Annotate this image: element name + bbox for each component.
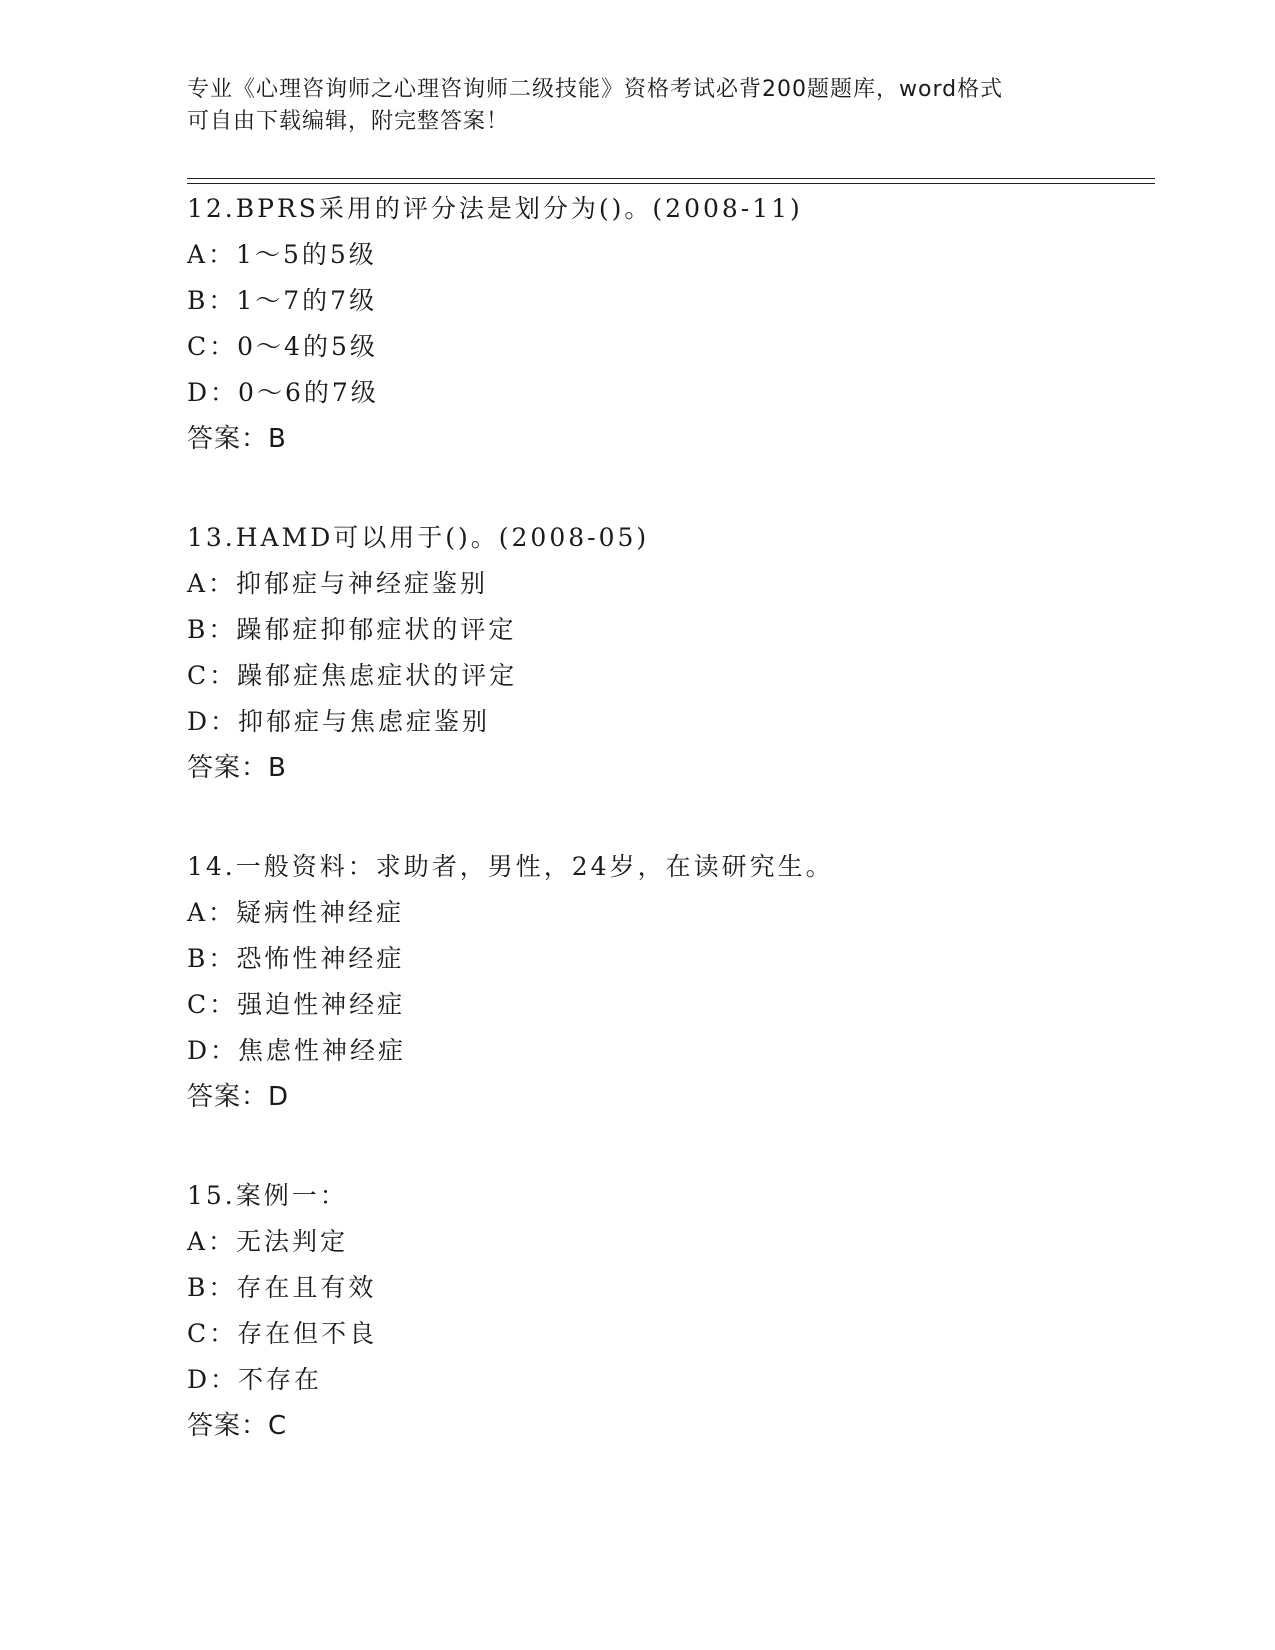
option-d: D：不存在 — [187, 1365, 323, 1394]
question-stem: 13.HAMD可以用于()。(2008-05) — [187, 523, 650, 552]
question-13 — [187, 515, 1155, 791]
answer-label: 答案：B — [187, 424, 287, 454]
answer-label: 答案：C — [187, 1411, 288, 1441]
option-b: B：1～7的7级 — [187, 286, 378, 315]
question-list — [187, 186, 1155, 1502]
question-14 — [187, 844, 1155, 1120]
answer-label: 答案：D — [187, 1082, 290, 1112]
option-a: A：抑郁症与神经症鉴别 — [187, 569, 489, 598]
option-a: A：无法判定 — [187, 1227, 349, 1256]
question-15 — [187, 1173, 1155, 1449]
option-c: C：存在但不良 — [187, 1319, 378, 1348]
question-stem: 15.案例一： — [187, 1181, 348, 1210]
option-d: D：0～6的7级 — [187, 378, 379, 407]
header-line-2: 可自由下载编辑，附完整答案！ — [187, 109, 510, 134]
option-c: C：强迫性神经症 — [187, 990, 406, 1019]
option-b: B：躁郁症抑郁症状的评定 — [187, 615, 517, 644]
option-c: C：躁郁症焦虑症状的评定 — [187, 661, 518, 690]
header-divider-bottom — [187, 183, 1155, 184]
answer-label: 答案：B — [187, 753, 287, 783]
option-c: C：0～4的5级 — [187, 332, 378, 361]
option-d: D：抑郁症与焦虑症鉴别 — [187, 707, 491, 736]
option-b: B：存在且有效 — [187, 1273, 377, 1302]
option-a: A：疑病性神经症 — [187, 898, 405, 927]
header-line-1: 专业《心理咨询师之心理咨询师二级技能》资格考试必背200题题库，word格式 — [187, 77, 1004, 102]
option-a: A：1～5的5级 — [187, 240, 377, 269]
document-header — [187, 74, 1087, 138]
option-b: B：恐怖性神经症 — [187, 944, 405, 973]
question-stem: 14.一般资料：求助者，男性，24岁，在读研究生。 — [187, 852, 834, 881]
question-stem: 12.BPRS采用的评分法是划分为()。(2008-11) — [187, 194, 803, 223]
header-divider-top — [187, 178, 1155, 179]
question-12 — [187, 186, 1155, 462]
option-d: D：焦虑性神经症 — [187, 1036, 407, 1065]
